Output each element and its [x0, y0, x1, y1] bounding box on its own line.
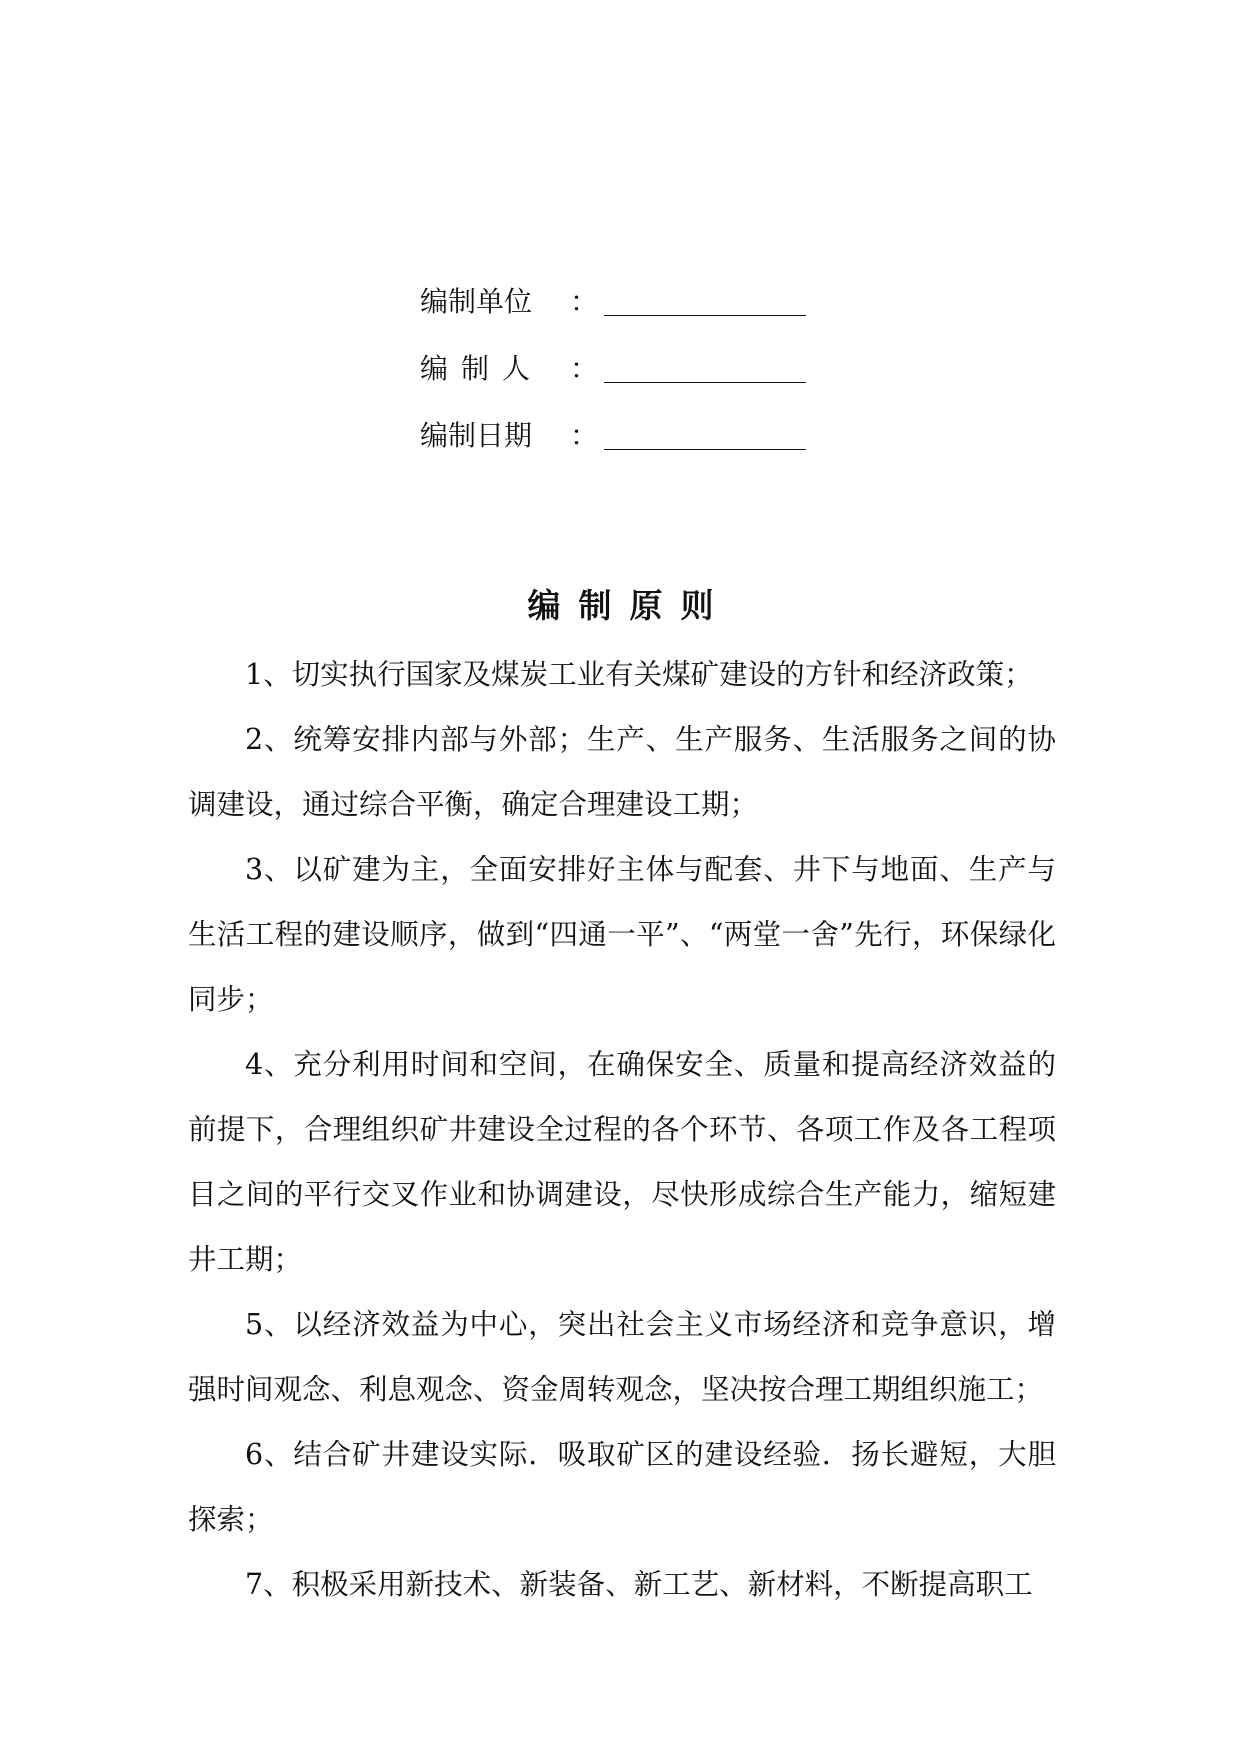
principle-item: 3、以矿建为主，全面安排好主体与配套、井下与地面、生产与生活工程的建设顺序，做到“四通一平”、“两堂一舍”先行，环保绿化同步；	[188, 853, 1056, 1016]
principle-item: 4、充分利用时间和空间，在确保安全、质量和提高经济效益的前提下，合理组织矿井建设全过程的各个环节、各项工作及各工程项目之间的平行交叉作业和协调建设，尽快形成综合生产能力，缩短建井工期；	[188, 1048, 1056, 1276]
signature-form	[420, 255, 820, 456]
unit-colon: ：	[570, 285, 599, 318]
section-title: 编制原则	[527, 586, 732, 625]
form-row-person	[420, 322, 820, 389]
form-row-unit	[420, 255, 820, 322]
principle-item: 7、积极采用新技术、新装备、新工艺、新材料，不断提高职工	[245, 1568, 1033, 1601]
date-label: 编制日期	[420, 419, 533, 452]
principle-item: 1、切实执行国家及煤炭工业有关煤矿建设的方针和经济政策；	[245, 658, 1033, 691]
unit-label: 编制单位	[420, 285, 533, 318]
principle-item: 2、统筹安排内部与外部；生产、生产服务、生活服务之间的协调建设，通过综合平衡，确定合理建设工期；	[188, 723, 1056, 821]
unit-blank-line	[604, 314, 806, 316]
principle-item: 5、以经济效益为中心，突出社会主义市场经济和竞争意识，增强时间观念、利息观念、资金周转观念，坚决按合理工期组织施工；	[188, 1308, 1056, 1406]
person-label: 编制人	[420, 352, 544, 385]
principles-list	[188, 642, 1056, 1617]
principle-item: 6、结合矿井建设实际．吸取矿区的建设经验．扬长避短，大胆探索；	[188, 1438, 1056, 1536]
date-blank-line	[604, 448, 806, 450]
person-colon: ：	[570, 352, 599, 385]
date-colon: ：	[570, 419, 599, 452]
person-blank-line	[604, 381, 806, 383]
form-row-date	[420, 389, 820, 456]
